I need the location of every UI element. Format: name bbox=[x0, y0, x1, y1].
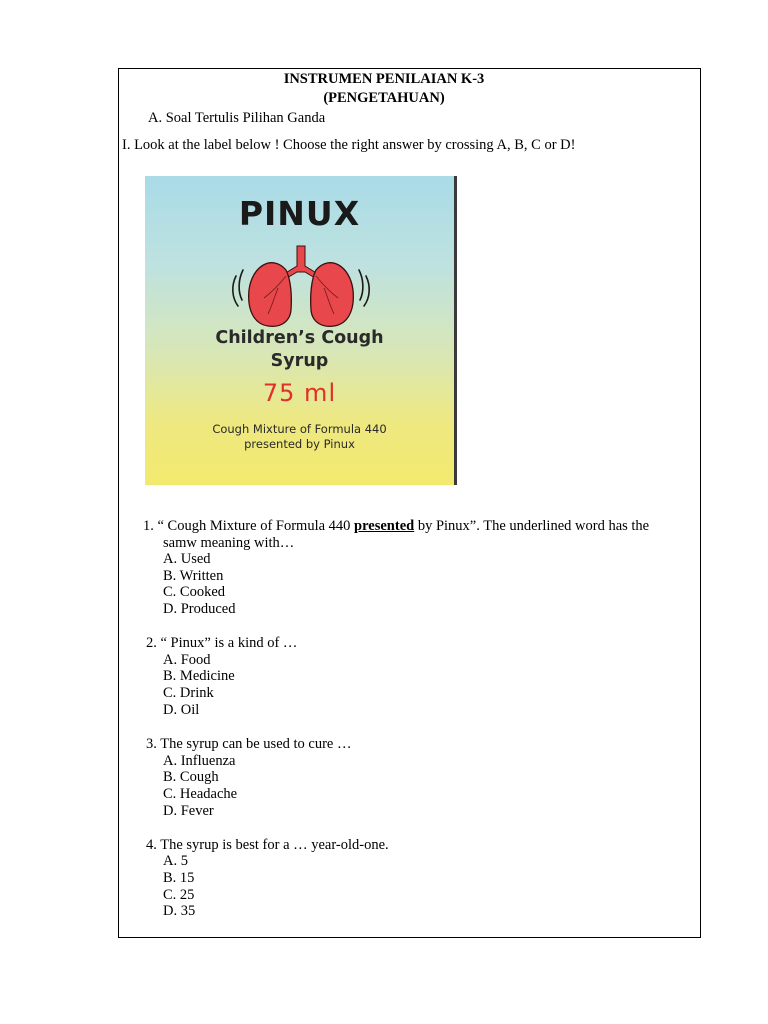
question-4-option-c: C. 25 bbox=[163, 887, 195, 903]
question-4-option-b: B. 15 bbox=[163, 870, 195, 886]
question-2-stem: 2. “ Pinux” is a kind of … bbox=[146, 635, 298, 651]
question-3-option-c: C. Headache bbox=[163, 786, 238, 802]
label-volume: 75 ml bbox=[262, 379, 337, 407]
question-1-stem: 1. “ Cough Mixture of Formula 440 presented by Pinux”. The underlined word has the bbox=[143, 518, 650, 534]
lungs-icon bbox=[228, 240, 374, 332]
question-2-option-d: D. Oil bbox=[163, 702, 200, 718]
question-1-option-d: D. Produced bbox=[163, 601, 236, 617]
question-2-option-b: B. Medicine bbox=[163, 668, 235, 684]
instruction-text: I. Look at the label below ! Choose the right answer by crossing A, B, C or D! bbox=[122, 137, 576, 153]
question-1-option-a: A. Used bbox=[163, 551, 211, 567]
label-product-line-2: Syrup bbox=[270, 351, 329, 371]
medicine-label-image bbox=[145, 176, 457, 485]
question-3-option-d: D. Fever bbox=[163, 803, 214, 819]
question-2-option-a: A. Food bbox=[163, 652, 211, 668]
question-1-option-b: B. Written bbox=[163, 568, 224, 584]
title-line-2: (PENGETAHUAN) bbox=[323, 90, 445, 106]
label-description-line-2: presented by Pinux bbox=[244, 437, 355, 451]
section-heading: A. Soal Tertulis Pilihan Ganda bbox=[148, 110, 326, 126]
question-3-option-b: B. Cough bbox=[163, 769, 219, 785]
label-brand: PINUX bbox=[238, 194, 361, 233]
question-4-option-a: A. 5 bbox=[163, 853, 188, 869]
label-product-line-1: Children’s Cough bbox=[215, 328, 384, 348]
question-1-stem-line-2: samw meaning with… bbox=[163, 535, 295, 551]
question-1-option-c: C. Cooked bbox=[163, 584, 226, 600]
question-3-option-a: A. Influenza bbox=[163, 753, 236, 769]
question-4-option-d: D. 35 bbox=[163, 903, 196, 919]
question-4-stem: 4. The syrup is best for a … year-old-one. bbox=[146, 837, 389, 853]
question-2-option-c: C. Drink bbox=[163, 685, 214, 701]
question-3-stem: 3. The syrup can be used to cure … bbox=[146, 736, 352, 752]
underlined-word: presented bbox=[354, 518, 415, 534]
title-line-1: INSTRUMEN PENILAIAN K-3 bbox=[283, 71, 485, 87]
label-description-line-1: Cough Mixture of Formula 440 bbox=[212, 422, 387, 436]
